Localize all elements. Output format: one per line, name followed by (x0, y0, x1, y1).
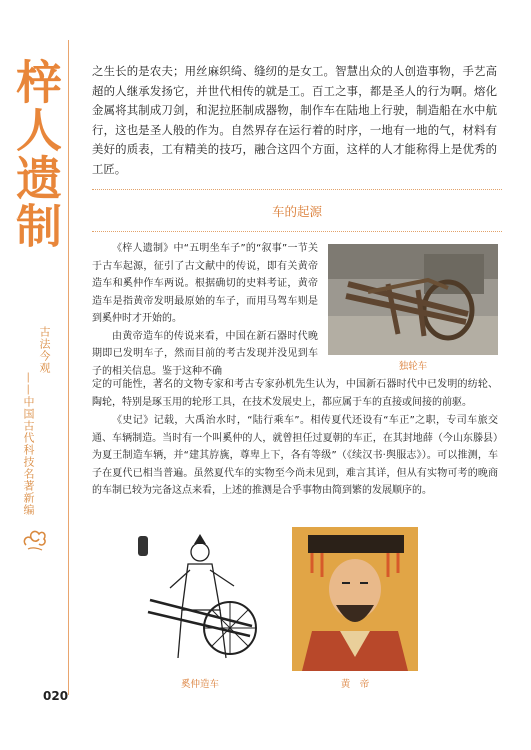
body-paragraph-1: 之生长的是农夫；用丝麻织绮、缝纫的是女工。智慧出众的人创造事物，手艺高超的人继承发扬它，并世代相传的就是工。百工之事，都是圣人的行为啊。熔化金属将其制成刀剑，和泥拉胚制成器物，制作车在陆地上行驶，制造船在水中航行，这也是圣人般的作为。自然界存在运行着的时序，一地有一地的气，材料有美好的质表，工有精美的技巧，融合这四个方面，这样的人才能称得上是优秀的工匠。 (92, 64, 497, 176)
vertical-series-name: 古法今观 (38, 326, 51, 374)
paragraph-2-part-2: 由黄帝造车的传说来看，中国在新石器时代晚期即已发明车子，然而目前的考古发现并没见到车子的相关信息。鉴于这种不确 (92, 330, 318, 377)
huangdi-portrait-art (292, 527, 418, 671)
vertical-series-subtitle: ——中国古代科技名著新编 (22, 372, 35, 516)
figure-caption-huangdi: 黄 帝 (340, 679, 370, 690)
figure-caption-xizhong: 奚仲造车 (180, 679, 219, 690)
photo-caption: 独轮车 (398, 361, 428, 372)
wheelbarrow-photo-art (328, 244, 498, 355)
wheelbarrow-photo (328, 244, 498, 355)
body-paragraph-2 (92, 240, 318, 380)
section-title: 车的起源 (271, 204, 322, 219)
cloud-ornament-icon (20, 523, 48, 553)
xizhong-illustration (130, 530, 270, 670)
body-paragraph-3: 定的可能性，著名的文物专家和考古专家孙机先生认为，中国新石器时代中已发明的纺轮、陶轮，特别是琢玉用的轮形工具，在技术发展史上，都应属于车的直接或间接的前驱。 (92, 379, 498, 408)
page-number: 020 (43, 689, 69, 703)
section-divider-bottom (92, 231, 502, 232)
xizhong-line-drawing (130, 530, 270, 670)
paragraph-2-part-1: 《梓人遗制》中“五明坐车子”的“叙事”一节关于古车起源，征引了古文献中的传说，即有关黄帝造车和奚仲作车两说。根据确切的史料考证，黄帝造车是指黄帝发明最原始的车子，而用马驾车则是到奚仲时才开始的。 (92, 243, 318, 324)
section-divider-top (92, 189, 502, 190)
margin-rule (68, 40, 69, 695)
vertical-book-title: 梓人遗制 (9, 58, 63, 250)
body-paragraph-4: 《史记》记载，大禹治水时，“陆行乘车”。相传夏代还设有“车正”之职，专司车旅交通、车辆制造。当时有一个叫奚仲的人，就曾担任过夏朝的车正，在其封地薛（今山东滕县）为夏王制造车辆，并“建其斿旐，尊卑上下，各有等级”（《续汉书·舆服志》）。可以推测，车子在夏代已相当普遍。虽然夏代车的实物至今尚未见到，难言其详，但从有实物可考的晚商的车制已较为完备这点来看，上述的推测是合乎事物由简到繁的发展顺序的。 (92, 415, 498, 496)
huangdi-portrait (292, 527, 418, 671)
